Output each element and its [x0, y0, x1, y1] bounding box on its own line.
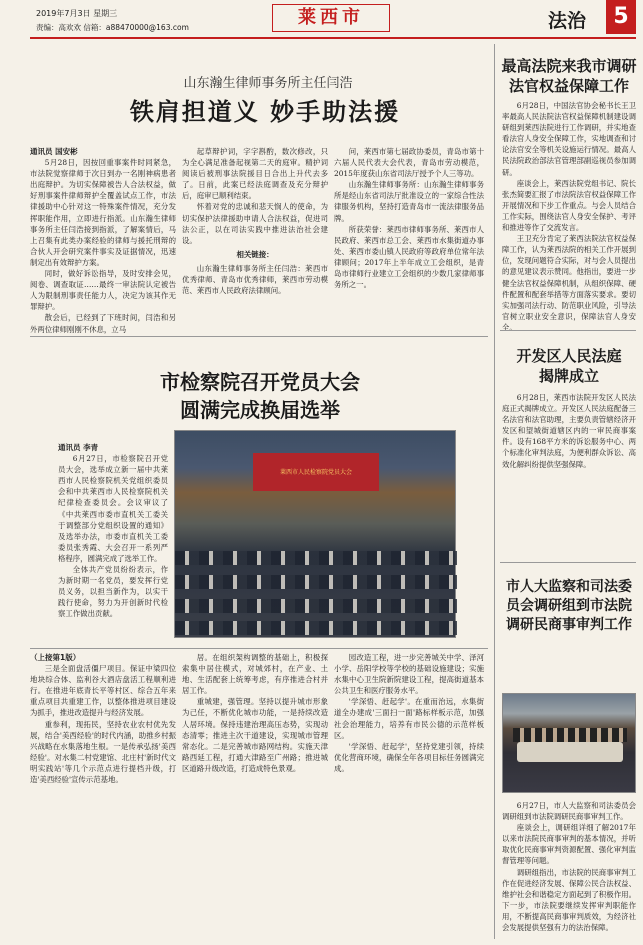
right-story-1-headline: 最高法院来我市调研 法官权益保障工作 — [501, 57, 637, 95]
continued-paragraph: 园改造工程，进一步完善城关中学、泽河小学、岳阳学校等学校的基础设施建设；实施水集中心卫生院新院建设工程，提高街道基本公共卫生和医疗服务水平。 — [334, 653, 484, 696]
lead-paragraph: 同时，做好诉讼指导，及时安排会见，阅卷、调查取证……最终一审法院认定被告人为限制刑事责任能力人，决定为该其作无罪辩护。 — [30, 269, 176, 312]
right-story-3-text — [502, 800, 636, 938]
continued-label: （上接第1版） — [30, 653, 81, 662]
lead-column-3 — [334, 146, 484, 332]
right-story-2-headline: 开发区人民法庭 揭牌成立 — [516, 347, 622, 385]
right-story-2-text — [502, 392, 636, 556]
lead-paragraph: 5月28日，因按回重事案件时同紧急，市法院觉察律师于次日到办一名刚神病患者出庭辩护。为切实保障被告人合法权益，做好刑事案件律师辩护全覆盖试点工作，市法律援助中心针对这一特殊案件情况，充分发挥职能作用，立即进行指派。山东瀚生律师事务所主任闫浩接到指派，了解案情后，马上召集有此类办案经验的律师与援托刑辩的合伙人开会研究案件事实及证据情况，迅速制定出有效辩护方案。 — [30, 158, 176, 267]
column-separator — [494, 44, 495, 939]
masthead-rule — [30, 37, 636, 39]
right-story-1-paragraph: 6月28日，中国法官协会秘书长王卫率最高人民法院法官权益保障机制建设调研组到莱西法院进行工作调研，并实地查看法官人身安全保障工作，实地调查和讨论法官安全等机关设施运行情况。最高人民法院政治部法官管理部副巡视员参加调研。 — [502, 101, 636, 177]
court-meeting-photo — [502, 693, 636, 793]
lead-paragraph: 问，莱西市第七届政协委员，青岛市第十六届人民代表大会代表，青岛市劳动模范，2015年度获山东省司法厅授予个人三等功。 — [334, 147, 484, 179]
continued-paragraph: '学深悟、赶起学'，坚持党建引领，持续优化营商环境，确保全年各项目标任务圆满完成。 — [334, 741, 484, 773]
lead-headline: 铁肩担道义 妙手助法援 — [129, 98, 401, 126]
divider — [30, 648, 488, 649]
continued-paragraph: '学深悟、赶起学'。在重而治远，水集街道全办建成'三面扫一面'路标样板示范，加强社会治理能力，培养有市民公德的示范样板区。 — [334, 697, 484, 740]
divider — [500, 330, 636, 331]
newspaper-logo: 莱西市 — [272, 4, 390, 32]
continued-paragraph: 重城建，强管理。坚持以提升城市形象为己任，不断优化城市功能，一是持续改造人居环境。保持违建治理高压态势，实现动态清零；推进主次干道建设，实现城市管理常态化。二是完善城市路网结构。实施天津路西延工程，打通大津路至广州路；推进城区道路升级改造，打造成特色景观。 — [182, 697, 328, 773]
related-link-label: 相关链接： — [236, 249, 274, 259]
divider — [30, 336, 488, 337]
right-story-3-paragraph: 调研组指出，市法院的民商事审判工作在促进经济发展、保障公民合法权益、维护社会和谐稳定方面起到了积极作用。下一步，市法院要继续发挥审判职能作用，不断提高民商事审判质效，为经济社会发展提供坚强有力的法治保障。 — [502, 867, 636, 933]
right-story-1-paragraph: 座谈会上，莱西法院党组书记、院长张杰简要汇报了市法院法官权益保障工作开展情况和下步工作重点。与会人员结合工作实际，围绕法官人身安全保护、考评和推进等作了交流发言。 — [502, 178, 636, 233]
continued-paragraph: 三是全面盘活僵尸项目。保证中梁四位地块综合体、监利谷大酒店盘活工程顺利进行。在推进年底青长平等村区、综合五年来重点项目共重建工作，以整体推进项目建设为抓手，推进改造提升与经济发展。 — [30, 664, 176, 718]
right-story-3-headline: 市人大监察和司法委 员会调研组到市法院 调研民商事审判工作 — [506, 579, 632, 633]
lead-byline: 通讯员 国安彬 — [30, 147, 78, 156]
procuratorate-headline-line1: 市检察院召开党员大会 — [160, 370, 360, 394]
procuratorate-paragraph: 全体共产党员纷纷表示，作为新时期一名党员，要发挥行党员义务，以担当新作为，以实干践行使命，努力为开创新时代检察工作做出贡献。 — [58, 565, 168, 619]
lead-paragraph: 山东瀚生律师事务所：山东瀚生律师事务所是经山东省司法厅批准设立的一家综合性法律服务机构，坚持打造青岛市一流法律服务品牌。 — [334, 180, 484, 223]
right-story-3-paragraph: 座谈会上，调研组详细了解2017年以来市法院民商事审判的基本情况，并听取优化民商事审判资源配置、强化审判监督管理等问题。 — [502, 823, 636, 866]
lead-kicker: 山东瀚生律师事务所主任闫浩 — [183, 76, 353, 91]
continued-paragraph: 居。在组织架构调整的基础上，积极探索集中居住模式，对城郊村，在产业、土地、生活配套上统筹考虑，有序推进合村并居工作。 — [182, 653, 328, 696]
right-story-2-paragraph: 6月28日，莱西市法院开发区人民法庭正式揭牌成立。开发区人民法庭配备三名法官和法官助理，主要负责管辖经济开发区和望城街道辖区内的一审民商事案件。设有168平方米的诉讼服务中心、两个标准化审判法庭，为便利群众诉讼、高效化解纠纷提供坚强保障。 — [502, 393, 636, 469]
lead-paragraph: 散会后，已经到了下班时间，闫浩和另外两位律师刚刚不休息，立马 — [30, 313, 176, 334]
lead-column-1 — [30, 146, 176, 332]
right-story-1-paragraph: 王卫充分肯定了莱西法院法官权益保障工作，认为莱西法院的相关工作开展到位，发现问题符合实际，对与会人员提出的意见建议表示赞同。他指出，要进一步健全法官权益保障机制，从组织保障、硬件配置和配套举措等方面落实要求。要切实加强司法行动、防范职业风险，引导法官树立职业安全意识，保障法官人身安全。 — [502, 234, 636, 332]
continued-column-3 — [334, 652, 484, 938]
continued-column-1 — [30, 652, 176, 938]
right-story-1-text — [502, 100, 636, 332]
lead-paragraph: 山东瀚生律师事务所主任闫浩：莱西市优秀律师、青岛市优秀律师，莱西市劳动模范、莱西市人民政府法律顾问。 — [182, 263, 328, 296]
procuratorate-text — [58, 442, 168, 638]
meeting-photo — [174, 430, 456, 638]
lead-paragraph: 所获荣誉：莱西市律师事务所、莱西市人民政府、莱西市总工会、莱西市水集街道办事处、莱西市委山镇人民政府等政府单位常年法律顾问；2017年上半年成立工会组织，是青岛市律师行业建立工会组织的少数几家律师事务所之一。 — [334, 224, 484, 290]
section-title: 法治 — [548, 10, 587, 32]
procuratorate-headline — [90, 368, 430, 424]
continued-column-2 — [182, 652, 328, 938]
continued-paragraph: 重参利，现拓民，坚持农业农村优先发展，结合'美西经验'的时代内涵，助推乡村振兴战略在水集落地生根。一是传承弘扬'美西经验'。对水集二村党建馆、北庄村'新时代文明实践站'等几个示范点进行提档升级，打造'美西经验'宣传示范基地。 — [30, 719, 176, 785]
editor-info: 责编：高欢欢 信箱：a88470000@163.com — [36, 23, 189, 32]
lead-paragraph: 怀着对党的忠诚和悲天悯人的使命，为切实保护法律援助申请人合法权益，促进司法公正，以在司法实践中推进法治社会建设。 — [182, 202, 328, 245]
procuratorate-paragraph: 6月27日，市检察院召开党员大会，选举成立新一届中共莱西市人民检察院机关党组织委员会和中共莱西市人民检察院机关纪律检查委员会。会议审议了《中共莱西市委市直机关工委关于调整部分党组织设置的通知》及选举办法，市委市直机关工委委员张秀霞、大会召开一系列严格程序，圆满完成了选举工作。 — [58, 454, 168, 563]
procuratorate-byline: 通讯员 李青 — [58, 443, 99, 452]
masthead — [0, 0, 643, 42]
meeting-banner: 莱西市人民检察院党员大会 — [253, 453, 379, 491]
issue-date: 2019年7月3日 星期三 — [36, 9, 118, 18]
lead-column-2 — [182, 146, 328, 332]
right-story-3-paragraph: 6月27日，市人大监察和司法委员会调研组到市法院调研民商事审判工作。 — [502, 801, 636, 822]
procuratorate-headline-line2: 圆满完成换届选举 — [180, 398, 340, 422]
divider — [500, 562, 636, 563]
page-number: 5 — [606, 0, 636, 34]
lead-paragraph: 起草辩护词，字字斟酌，数次修改，只为全心满足准备起视第二天的庭审。精护词阅读后被刑事法院援目日合出上升代去多了。日前，此案已经法庭调查及充分辩护后，庭审已顺利结束。 — [182, 147, 328, 201]
